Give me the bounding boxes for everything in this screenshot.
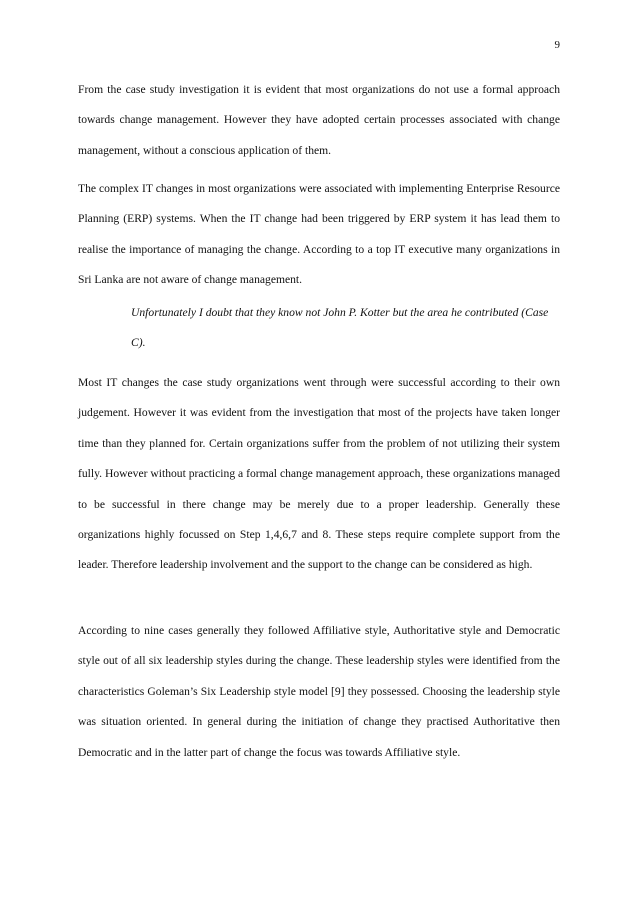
paragraph-leadership-styles: According to nine cases generally they followed Affiliative style, Authoritative style and Democratic style out of all six leadership styles during the change. These leadership styles were identified from the characteristics Goleman’s Six Leadership style model [9] they possessed. Choosing the leadership style was situation oriented. In general during the initiation of change they practised Authoritative then Democratic and in the latter part of change the focus was towards Affiliative style.: [78, 624, 560, 759]
paragraph-change-management-approach: From the case study investigation it is evident that most organizations do not use a formal approach towards change management. However they have adopted certain processes associated with change management, without a conscious application of them.: [78, 83, 560, 157]
page-number: 9: [554, 39, 560, 51]
quote-case-c: Unfortunately I doubt that they know not John P. Kotter but the area he contributed (Case C).: [131, 306, 549, 350]
paragraph-erp-changes: The complex IT changes in most organizations were associated with implementing Enterprise Resource Planning (ERP) systems. When the IT change had been triggered by ERP system it has lead them to realise the importance of managing the change. According to a top IT executive many organizations in Sri Lanka are not aware of change management.: [78, 182, 560, 287]
paragraph-it-changes-success: Most IT changes the case study organizations went through were successful according to their own judgement. However it was evident from the investigation that most of the projects have taken longer time than they planned for. Certain organizations suffer from the problem of not utilizing their system fully. However without practicing a formal change management approach, these organizations managed to be successful in there change may be merely due to a proper leadership. Generally these organizations highly focussed on Step 1,4,6,7 and 8. These steps require complete support from the leader. Therefore leadership involvement and the support to the change can be considered as high.: [78, 376, 560, 572]
